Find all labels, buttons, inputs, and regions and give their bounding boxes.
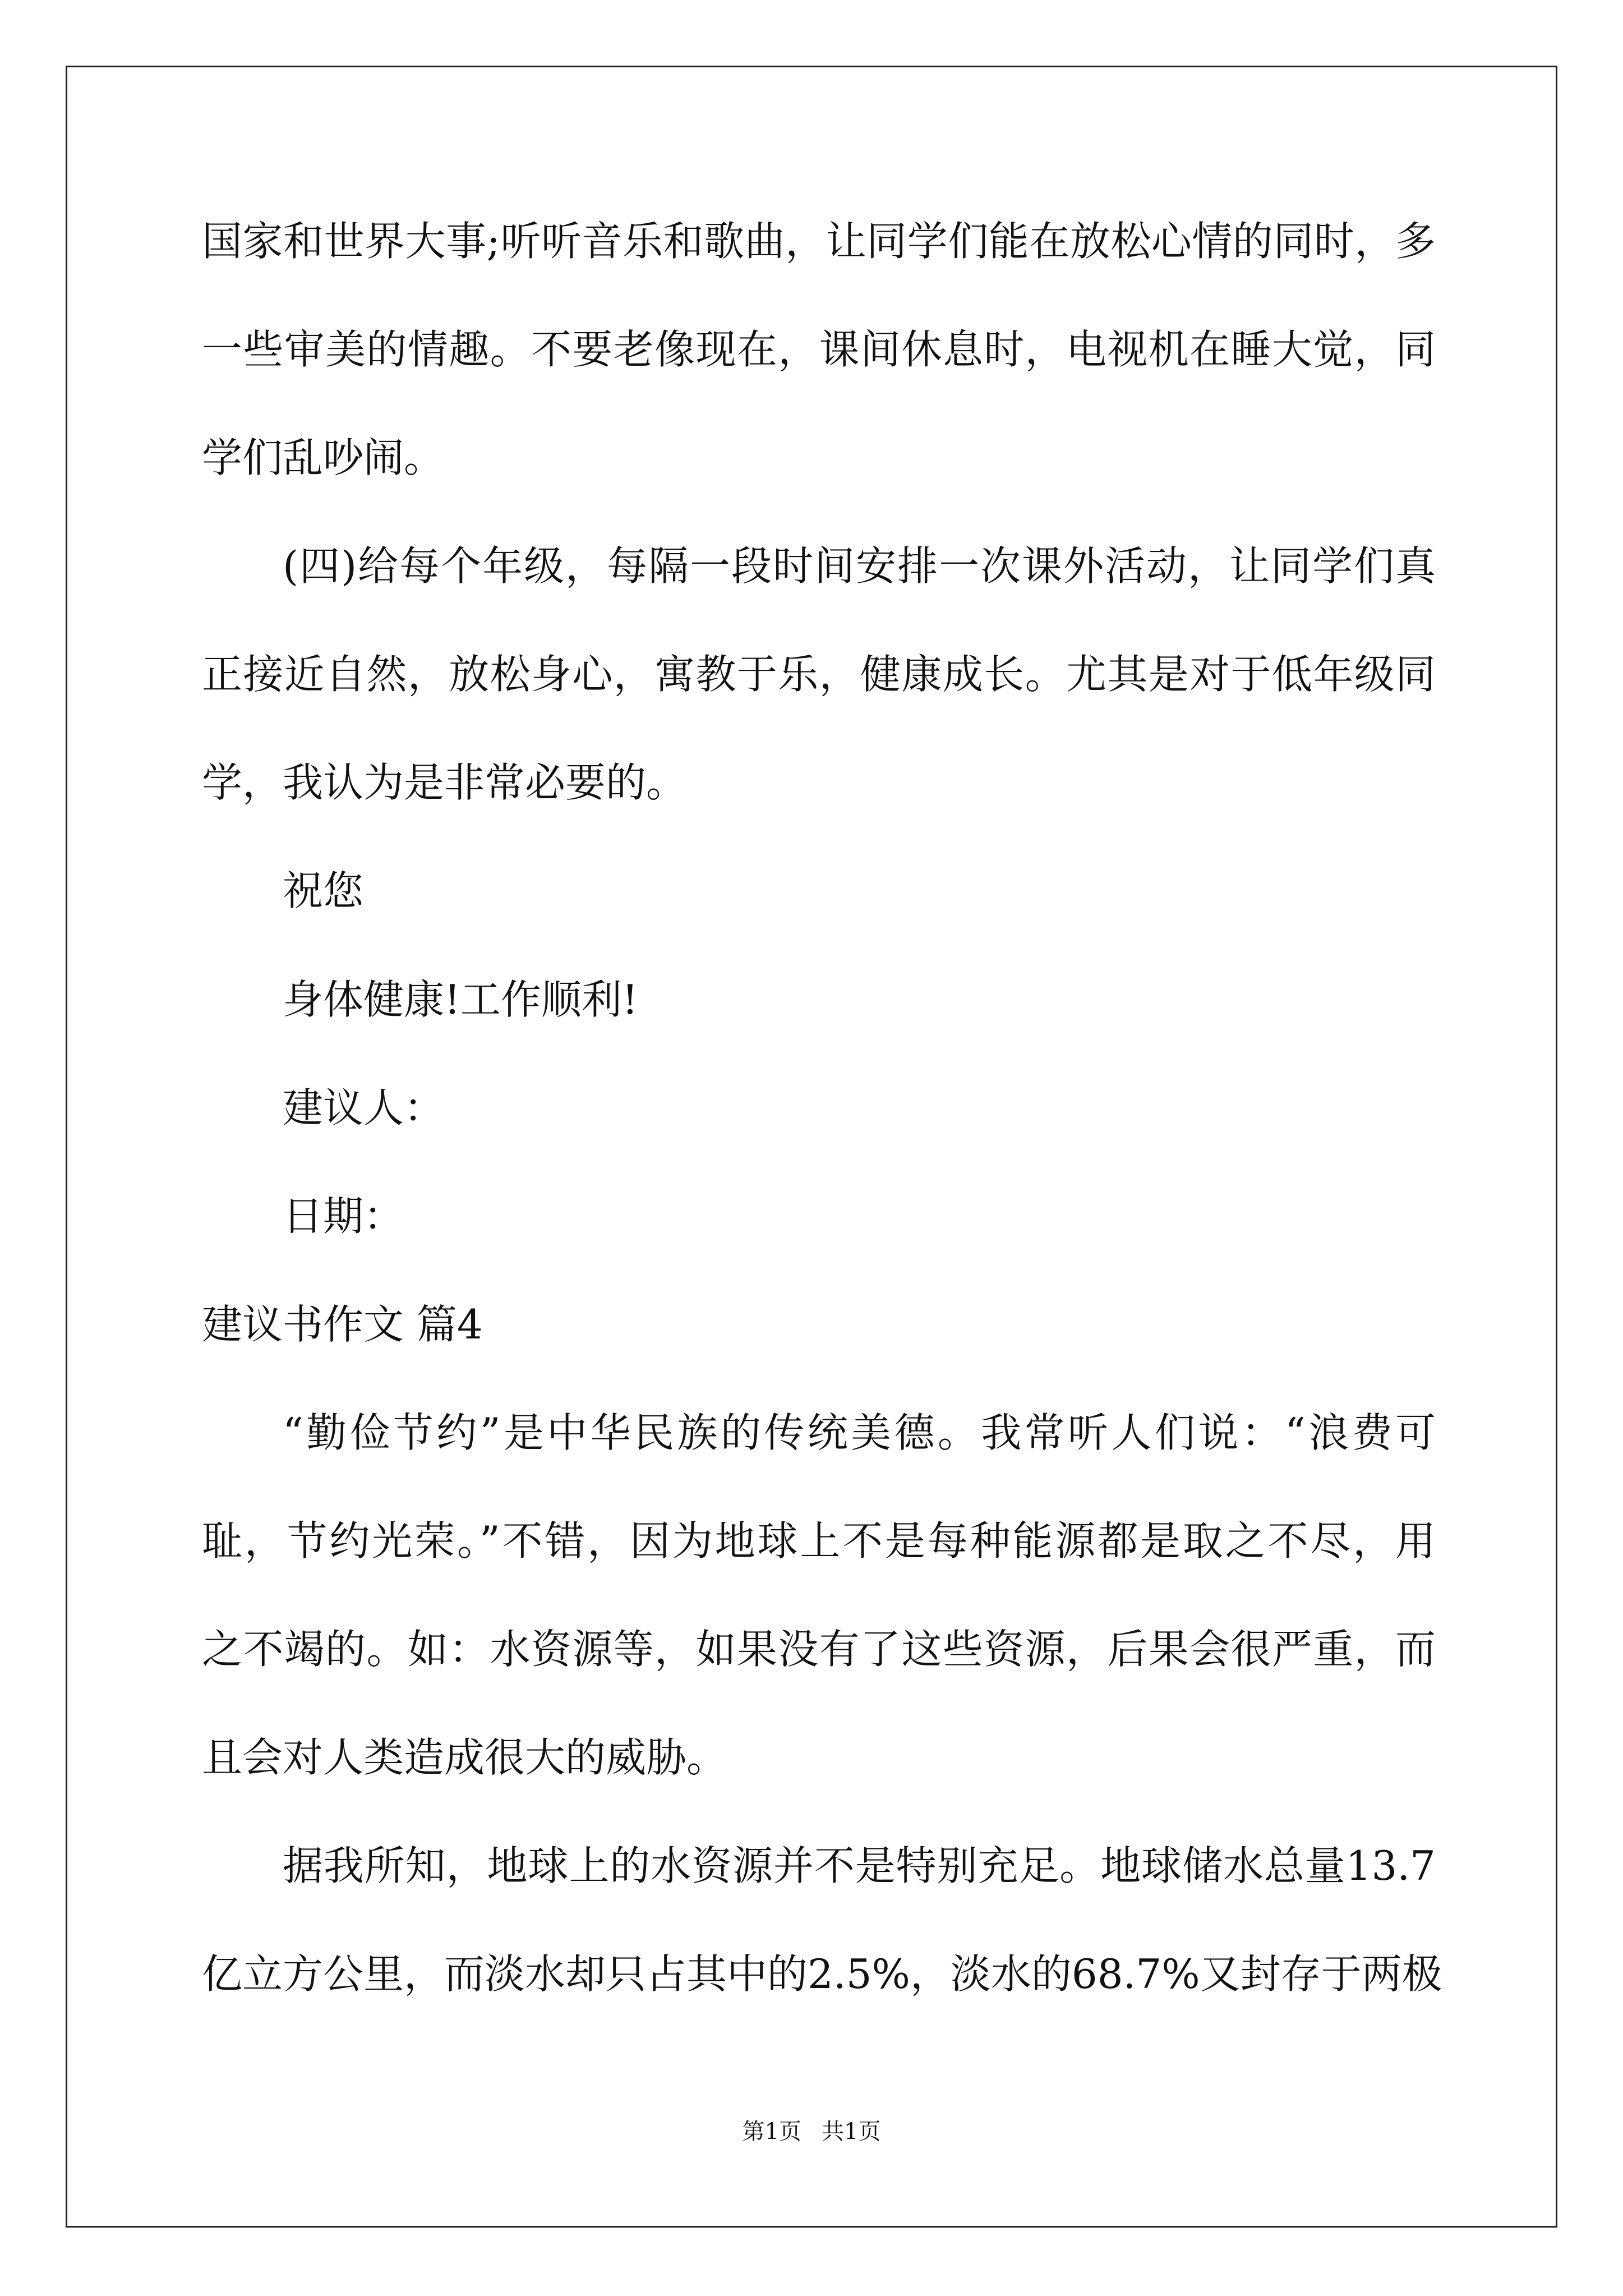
closing-line: 祝您 bbox=[283, 867, 364, 914]
page-footer bbox=[0, 2115, 1623, 2148]
paragraph-line: 学，我认为是非常必要的。 bbox=[202, 759, 687, 806]
paragraph-line: 一些审美的情趣。不要老像现在，课间休息时，电视机在睡大觉，同 bbox=[202, 326, 1436, 373]
paragraph-line: 国家和世界大事;听听音乐和歌曲，让同学们能在放松心情的同时，多 bbox=[202, 218, 1436, 265]
paragraph-line: 且会对人类造成很大的威胁。 bbox=[202, 1734, 727, 1781]
closing-line: 身体健康!工作顺利! bbox=[283, 976, 638, 1023]
paragraph-line: 学们乱吵闹。 bbox=[202, 434, 445, 481]
section-heading: 建议书作文 篇4 bbox=[202, 1301, 483, 1348]
paragraph-line: 耻，节约光荣。”不错，因为地球上不是每种能源都是取之不尽，用 bbox=[202, 1517, 1436, 1565]
date-label: 日期： bbox=[283, 1193, 404, 1240]
paragraph-line: (四)给每个年级，每隔一段时间安排一次课外活动，让同学们真 bbox=[283, 542, 1436, 590]
signature-label: 建议人： bbox=[283, 1084, 445, 1131]
paragraph-line: 正接近自然，放松身心，寓教于乐，健康成长。尤其是对于低年级同 bbox=[202, 651, 1436, 698]
paragraph-line: 亿立方公里，而淡水却只占其中的2.5%，淡水的68.7%又封存于两极 bbox=[202, 1950, 1442, 1998]
paragraph-line: “勤俭节约”是中华民族的传统美德。我常听人们说：“浪费可 bbox=[283, 1409, 1436, 1456]
paragraph-line: 之不竭的。如：水资源等，如果没有了这些资源，后果会很严重，而 bbox=[202, 1626, 1436, 1673]
page-number: 第1页 bbox=[742, 2119, 801, 2145]
paragraph-line: 据我所知，地球上的水资源并不是特别充足。地球储水总量13.7 bbox=[283, 1842, 1436, 1889]
total-pages: 共1页 bbox=[822, 2119, 881, 2145]
